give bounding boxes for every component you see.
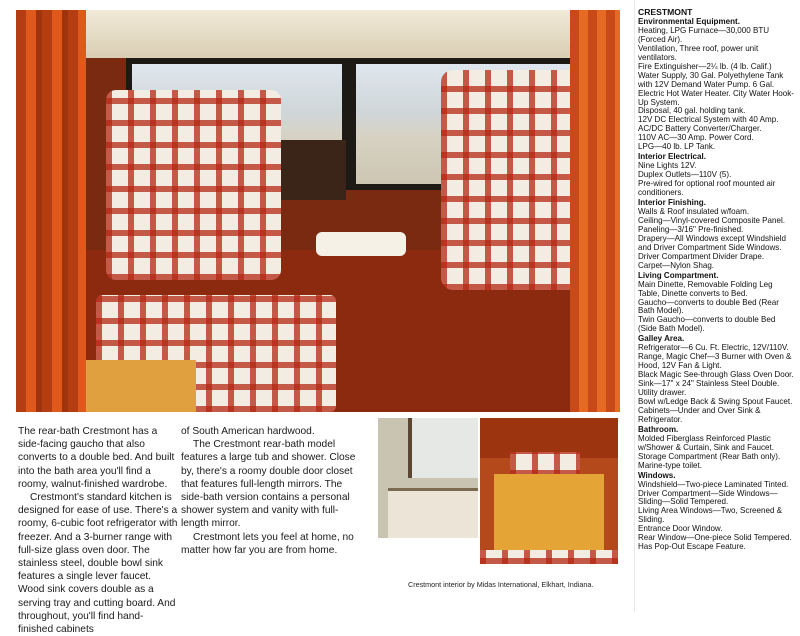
spec-item: Walls & Roof insulated w/foam. xyxy=(638,206,750,216)
driver-seat xyxy=(106,90,281,280)
spec-item: Drapery—All Windows except Windshield and Driver Compartment Side Windows. Driver Compartment Divider Drape. xyxy=(638,233,787,261)
spec-item: Disposal, 40 gal. holding tank. xyxy=(638,106,746,116)
bath-area-photo xyxy=(378,418,478,538)
spec-section xyxy=(638,18,796,152)
spec-item: Ceiling—Vinyl-covered Composite Panel. xyxy=(638,215,786,225)
spec-item: 110V AC—30 Amp. Power Cord. xyxy=(638,133,754,143)
caption-paragraph: The Crestmont rear-bath model features a large tub and shower. Close by, there's a roomy double door closet that features full-length mirrors. The side-bath version contains a personal shower system and vanity with full-length mirror. xyxy=(181,439,356,530)
caption-paragraph: The rear-bath Crestmont has a side-facing gaucho that also converts to a double bed. And built into the bath area you'll find a roomy, walnut-finished wardrobe. xyxy=(18,426,175,490)
caption-paragraph: Crestmont lets you feel at home, no matter how far you are from home. xyxy=(181,531,354,556)
spec-item: Black Magic See-through Glass Oven Door. xyxy=(638,370,794,380)
spec-section xyxy=(638,335,796,425)
bathtub xyxy=(388,488,478,538)
page-fold xyxy=(634,0,635,612)
spec-item: Paneling—3/16" Pre-finished. xyxy=(638,224,744,234)
spec-item: Bowl w/Ledge Back & Swing Spout Faucet. xyxy=(638,396,793,406)
spec-item: Nine Lights 12V. xyxy=(638,161,697,171)
spec-item: Utility drawer. xyxy=(638,388,687,398)
spec-item: Storage Compartment (Rear Bath only). xyxy=(638,451,781,461)
caption-paragraph: Crestmont's standard kitchen is designed for ease of use. There's a roomy, 6-cubic foot refrigerator with freezer. And a 3-burner range with full-size glass oven door. The stainless steel, double bowl sink features a single lever faucet. Wood sink covers double as a serving tray and cutting board. And throughout, you'll find hand-finished cabinets xyxy=(18,492,178,636)
spec-heading: Galley Area. xyxy=(638,334,685,344)
left-drapery xyxy=(16,10,86,412)
folding-table xyxy=(316,232,406,256)
spec-section xyxy=(638,426,796,471)
cockpit-interior-photo xyxy=(16,10,620,412)
spec-item: Cabinets—Under and Over Sink & Refrigerator. xyxy=(638,405,761,424)
spec-item: Twin Gaucho—converts to double Bed (Side Bath Model). xyxy=(638,315,776,334)
spec-item: Carpet—Nylon Shag. xyxy=(638,260,715,270)
spec-list xyxy=(638,8,796,552)
spec-item: Main Dinette, Removable Folding Leg Table, Dinette converts to Bed. xyxy=(638,279,773,298)
bath-window xyxy=(408,418,478,478)
spec-item: Rear Window—One-piece Solid Tempered. Has Pop-Out Escape Feature. xyxy=(638,533,792,552)
spec-item: Gaucho—converts to double Bed (Rear Bath Model). xyxy=(638,297,779,316)
spec-heading: Bathroom. xyxy=(638,424,679,434)
spec-item: Entrance Door Window. xyxy=(638,524,723,534)
double-bed xyxy=(494,474,604,554)
ceiling-panel xyxy=(16,10,620,58)
spec-heading: Environmental Equipment. xyxy=(638,16,740,26)
spec-item: Molded Fiberglass Reinforced Plastic w/Shower & Curtain, Sink and Faucet. xyxy=(638,433,774,452)
spec-section xyxy=(638,199,796,271)
spec-brand: CRESTMONT xyxy=(638,7,693,17)
spec-heading: Windows. xyxy=(638,470,676,480)
spec-item: Duplex Outlets—110V (5). xyxy=(638,170,732,180)
spec-item: LPG—40 lb. LP Tank. xyxy=(638,142,716,152)
spec-item: Water Supply, 30 Gal. Polyethylene Tank with 12V Demand Water Pump. 6 Gal. Electric Hot Water Heater. City Water Hook-Up System. xyxy=(638,70,794,107)
bed-area-photo xyxy=(480,418,618,564)
caption-paragraph: of South American hardwood. xyxy=(181,426,315,437)
spec-item: 12V DC Electrical System with 40 Amp. AC/DC Battery Converter/Charger. xyxy=(638,115,779,134)
spec-heading: Interior Electrical. xyxy=(638,152,706,162)
photo-credit: Crestmont interior by Midas International, Elkhart, Indiana. xyxy=(408,580,594,589)
spec-item: Sink—17" x 24" Stainless Steel Double. xyxy=(638,379,780,389)
spec-item: Heating, LPG Furnace—30,000 BTU (Forced Air). xyxy=(638,25,770,44)
spec-item: Marine-type toilet. xyxy=(638,460,702,470)
spec-item: Range, Magic Chef—3 Burner with Oven & Hood, 12V Fan & Light. xyxy=(638,352,792,371)
spec-item: Fire Extinguisher—2¼ lb. (4 lb. Calif.) xyxy=(638,61,772,71)
right-drapery xyxy=(570,10,620,412)
spec-section xyxy=(638,272,796,335)
spec-section xyxy=(638,153,796,198)
spec-sections xyxy=(638,18,796,552)
spec-item: Living Area Windows—Two, Screened & Sliding. xyxy=(638,506,783,525)
spec-item: Refrigerator—6 Cu. Ft. Electric, 12V/110V. xyxy=(638,343,789,353)
spec-item: Pre-wired for optional roof mounted air conditioners. xyxy=(638,179,776,198)
pillow xyxy=(510,452,580,476)
spec-heading: Living Compartment. xyxy=(638,270,719,280)
spec-item: Driver Compartment—Side Windows—Sliding—Solid Tempered. xyxy=(638,488,778,507)
spec-section xyxy=(638,472,796,553)
spec-heading: Interior Finishing. xyxy=(638,198,706,208)
spec-item: Ventilation, Three roof, power unit ventilators. xyxy=(638,43,759,62)
caption-column-2 xyxy=(181,425,366,557)
caption-column-1 xyxy=(18,425,178,636)
spec-item: Windshield—Two-piece Laminated Tinted. xyxy=(638,479,789,489)
bed-frame xyxy=(480,550,618,564)
